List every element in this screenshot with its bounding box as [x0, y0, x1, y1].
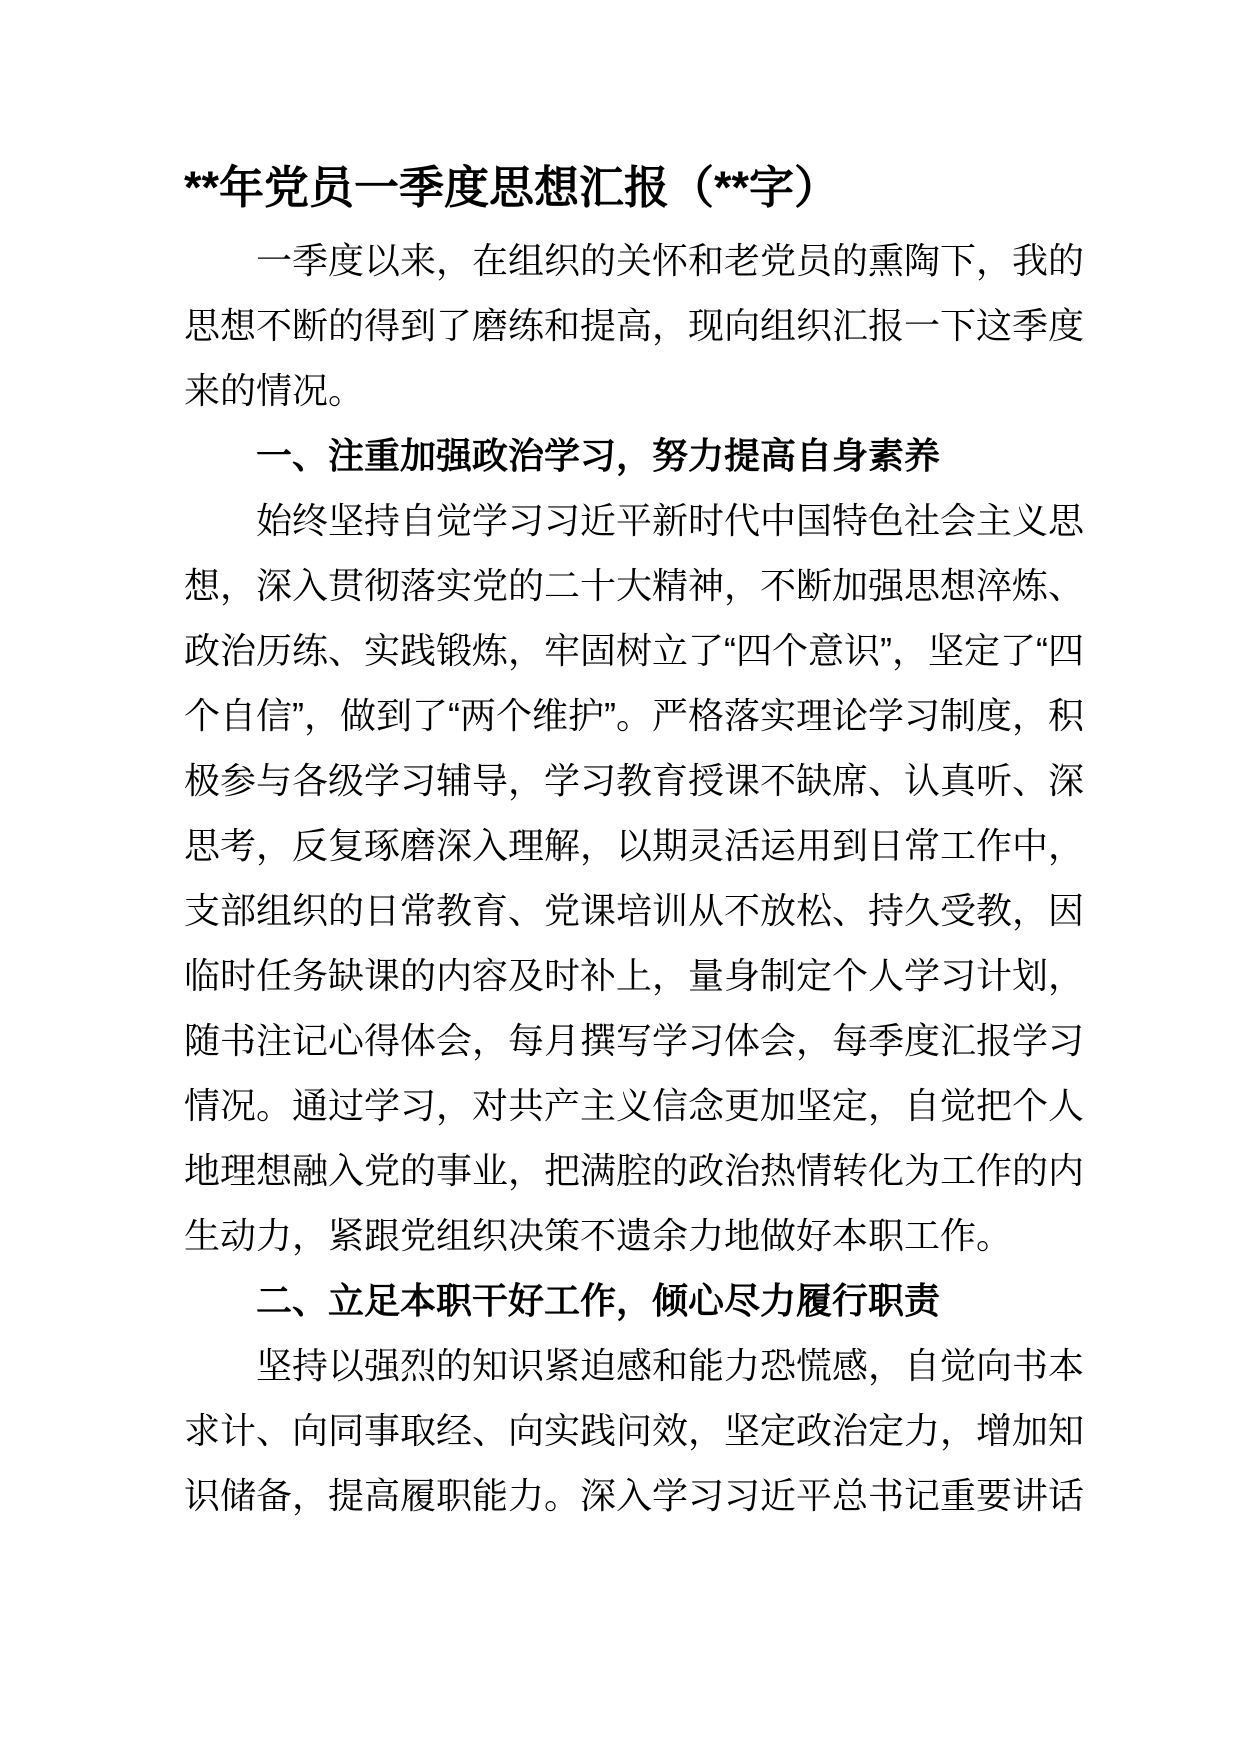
section-heading-1: 一、注重加强政治学习，努力提高自身素养: [256, 435, 941, 476]
section-2-paragraph: 坚持以强烈的知识紧迫感和能力恐慌感，自觉向书本求计、向同事取经、向实践问效，坚定政治定力，增加知识储备，提高履职能力。深入学习习近平总书记重要讲话: [184, 1345, 1085, 1516]
document-title: **年党员一季度思想汇报（**字）: [184, 162, 840, 213]
intro-paragraph: 一季度以来，在组织的关怀和老党员的熏陶下，我的思想不断的得到了磨练和提高，现向组织汇报一下这季度来的情况。: [184, 240, 1085, 411]
section-heading-2: 二、立足本职干好工作，倾心尽力履行职责: [256, 1280, 941, 1321]
section-1-paragraph: 始终坚持自觉学习习近平新时代中国特色社会主义思想，深入贯彻落实党的二十大精神，不断加强思想淬炼、政治历练、实践锻炼，牢固树立了“四个意识”，坚定了“四个自信”，做到了“两个维护”。严格落实理论学习制度，积极参与各级学习辅导，学习教育授课不缺席、认真听、深思考，反复琢磨深入理解，以期灵活运用到日常工作中，支部组织的日常教育、党课培训从不放松、持久受教，因临时任务缺课的内容及时补上，量身制定个人学习计划，随书注记心得体会，每月撰写学习体会，每季度汇报学习情况。通过学习，对共产主义信念更加坚定，自觉把个人地理想融入党的事业，把满腔的政治热情转化为工作的内生动力，紧跟党组织决策不遗余力地做好本职工作。: [184, 500, 1085, 1256]
